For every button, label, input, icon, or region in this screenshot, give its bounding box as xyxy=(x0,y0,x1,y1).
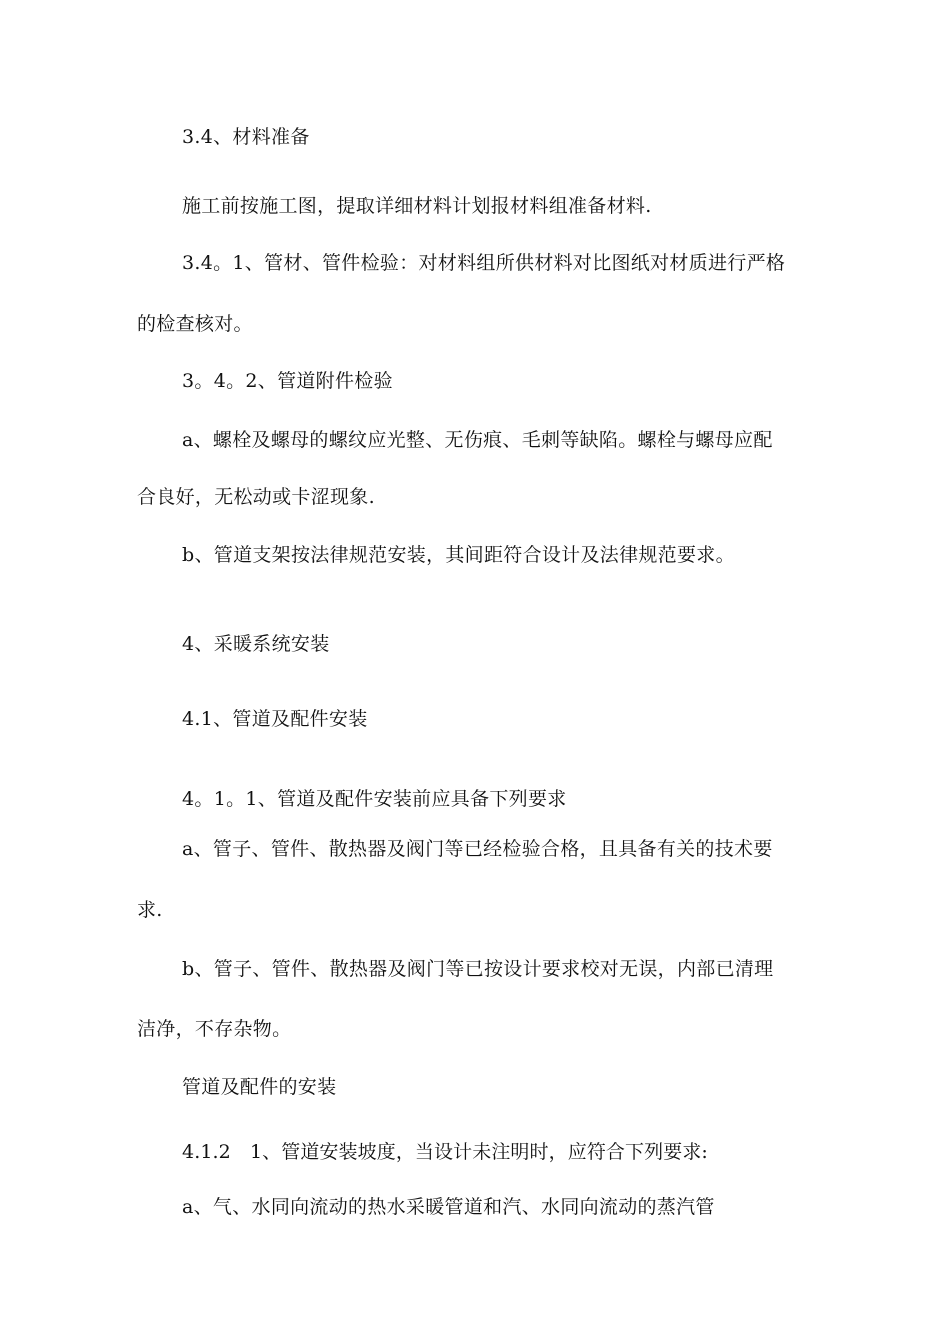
section-heading-4-1: 4.1、管道及配件安装 xyxy=(182,708,368,730)
paragraph-text: b、管道支架按法律规范安装，其间距符合设计及法律规范要求。 xyxy=(182,544,735,566)
section-heading-4: 4、采暖系统安装 xyxy=(182,633,330,655)
subsection-heading-4-1-2: 4.1.2 1、管道安装坡度，当设计未注明时，应符合下列要求: xyxy=(182,1141,708,1163)
paragraph-text: 合良好，无松动或卡涩现象. xyxy=(137,486,375,508)
paragraph-text: 求. xyxy=(137,899,163,921)
paragraph-text: a、气、水同向流动的热水采暖管道和汽、水同向流动的蒸汽管 xyxy=(182,1196,715,1218)
paragraph-text: 3.4。1、管材、管件检验：对材料组所供材料对比图纸对材质进行严格 xyxy=(182,252,786,274)
paragraph-text: 的检查核对。 xyxy=(137,313,253,335)
paragraph-text: b、管子、管件、散热器及阀门等已按设计要求校对无误，内部已清理 xyxy=(182,958,774,980)
subsection-heading-3-4-2: 3。4。2、管道附件检验 xyxy=(182,370,393,392)
paragraph-text: 洁净，不存杂物。 xyxy=(137,1018,292,1040)
paragraph-text: 施工前按施工图，提取详细材料计划报材料组准备材料. xyxy=(182,195,652,217)
paragraph-text: a、管子、管件、散热器及阀门等已经检验合格，且具备有关的技术要 xyxy=(182,838,773,860)
section-heading-3-4: 3.4、材料准备 xyxy=(182,126,310,148)
paragraph-text: a、螺栓及螺母的螺纹应光整、无伤痕、毛刺等缺陷。螺栓与螺母应配 xyxy=(182,429,773,451)
subsection-heading-4-1-1: 4。1。1、管道及配件安装前应具备下列要求 xyxy=(182,788,567,810)
subheading-pipe-installation: 管道及配件的安装 xyxy=(182,1076,337,1098)
